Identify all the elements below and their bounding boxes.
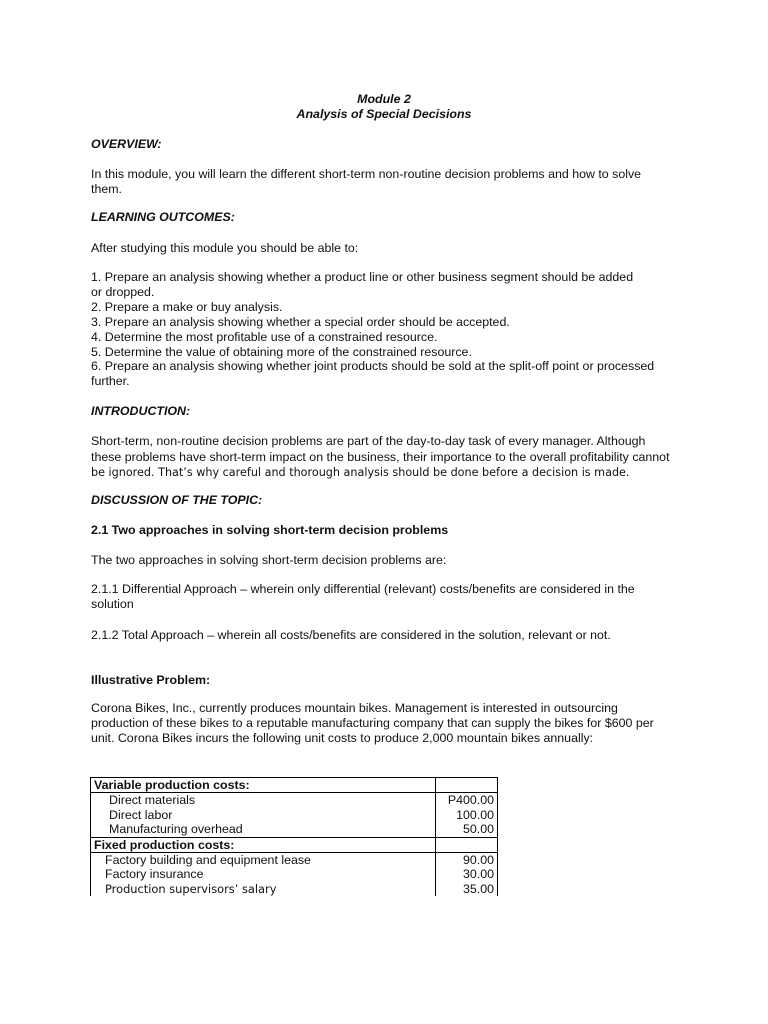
illustrative-line: production of these bikes to a reputable manufacturing company that can supply the bikes for $600 per xyxy=(91,716,654,731)
illustrative-paragraph xyxy=(91,701,691,747)
table-row xyxy=(91,867,498,881)
discussion-heading: DISCUSSION OF THE TOPIC: xyxy=(91,493,263,507)
table-row xyxy=(91,822,498,837)
table-row xyxy=(91,778,498,793)
module-number: Module 2 xyxy=(357,92,411,106)
overview-line: In this module, you will learn the different short-term non-routine decision problems and how to solve xyxy=(91,167,642,181)
table-row xyxy=(91,793,498,808)
outcome-line: 2. Prepare a make or buy analysis. xyxy=(91,299,283,314)
learning-outcomes-heading: LEARNING OUTCOMES: xyxy=(91,210,235,224)
outcome-line: or dropped. xyxy=(91,284,155,299)
illustrative-line: unit. Corona Bikes incurs the following unit costs to produce 2,000 mountain bikes annually: xyxy=(91,731,594,746)
outcome-line: 1. Prepare an analysis showing whether a product line or other business segment should be added xyxy=(91,270,634,284)
table-cell-empty xyxy=(436,837,498,852)
cost-label: Production supervisors’ salary xyxy=(91,882,436,896)
differential-approach-line: 2.1.1 Differential Approach – wherein only differential (relevant) costs/benefits are considered in the xyxy=(91,582,635,596)
cost-label: Manufacturing overhead xyxy=(91,822,436,837)
introduction-heading: INTRODUCTION: xyxy=(91,404,191,418)
table-row xyxy=(91,837,498,852)
cost-label: Direct materials xyxy=(91,793,436,808)
outcome-line: 6. Prepare an analysis showing whether joint products should be sold at the split-off point or processed xyxy=(91,359,655,374)
cost-value: 50.00 xyxy=(436,822,498,837)
outcome-line: 3. Prepare an analysis showing whether a special order should be accepted. xyxy=(91,314,510,329)
overview-line: them. xyxy=(91,182,122,197)
illustrative-line: Corona Bikes, Inc., currently produces mountain bikes. Management is interested in outsourcing xyxy=(91,701,618,715)
overview-heading: OVERVIEW: xyxy=(91,137,162,151)
outcome-line: 4. Determine the most profitable use of a constrained resource. xyxy=(91,329,438,344)
module-title: Analysis of Special Decisions xyxy=(296,107,472,121)
introduction-line: these problems have short-term impact on the business, their importance to the overall profitability cannot xyxy=(91,449,670,464)
cost-value: 90.00 xyxy=(436,853,498,868)
introduction-line: be ignored. That’s why careful and thorough analysis should be done before a decision is made. xyxy=(91,466,630,479)
fixed-costs-header: Fixed production costs: xyxy=(91,837,436,852)
approaches-intro: The two approaches in solving short-term decision problems are: xyxy=(91,553,447,567)
cost-label: Factory insurance xyxy=(91,867,436,881)
cost-value: 30.00 xyxy=(436,867,498,881)
outcome-line: 5. Determine the value of obtaining more of the constrained resource. xyxy=(91,344,472,359)
overview-paragraph xyxy=(91,167,691,197)
table-row xyxy=(91,808,498,822)
illustrative-heading: Illustrative Problem: xyxy=(91,673,211,687)
cost-value: 35.00 xyxy=(436,882,498,896)
variable-costs-header: Variable production costs: xyxy=(91,778,436,793)
cost-label: Direct labor xyxy=(91,808,436,822)
table-row xyxy=(91,882,498,896)
introduction-paragraph xyxy=(91,434,691,481)
cost-label: Factory building and equipment lease xyxy=(91,853,436,868)
table-cell-empty xyxy=(436,778,498,793)
learning-outcomes-list xyxy=(91,270,691,389)
differential-approach-line: solution xyxy=(91,597,134,612)
learning-outcomes-intro: After studying this module you should be able to: xyxy=(91,241,359,255)
table-row xyxy=(91,853,498,868)
differential-approach xyxy=(91,582,691,612)
total-approach: 2.1.2 Total Approach – wherein all costs/benefits are considered in the solution, relevant or not. xyxy=(91,628,611,642)
introduction-line: Short-term, non-routine decision problems are part of the day-to-day task of every manager. Although xyxy=(91,434,646,448)
unit-cost-table xyxy=(90,777,498,896)
section-title: 2.1 Two approaches in solving short-term decision problems xyxy=(91,523,449,537)
cost-value: P400.00 xyxy=(436,793,498,808)
cost-value: 100.00 xyxy=(436,808,498,822)
outcome-line: further. xyxy=(91,374,130,389)
